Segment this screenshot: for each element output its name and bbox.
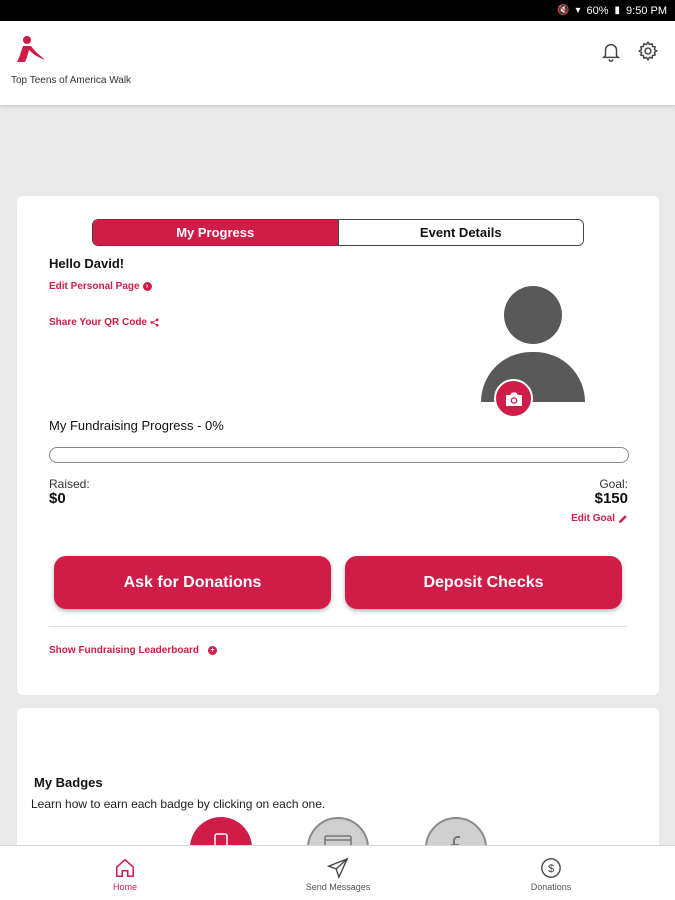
- nav-donations-label: Donations: [530, 882, 572, 892]
- goal-value: $150: [594, 490, 628, 507]
- nav-send-messages-label: Send Messages: [305, 882, 371, 892]
- nav-home[interactable]: [65, 846, 185, 900]
- gear-icon: [637, 40, 659, 62]
- nav-home-label: Home: [112, 882, 137, 892]
- edit-personal-page-link[interactable]: [49, 281, 152, 292]
- deposit-checks-button[interactable]: Deposit Checks: [345, 556, 622, 609]
- mute-icon: 🔇: [557, 5, 570, 16]
- show-leaderboard-label: Show Fundraising Leaderboard: [49, 645, 200, 656]
- battery-level: 60%: [586, 4, 609, 17]
- home-icon: [114, 857, 136, 879]
- edit-goal-link[interactable]: [571, 513, 628, 524]
- divider: [49, 626, 627, 627]
- ask-for-donations-button[interactable]: Ask for Donations: [54, 556, 331, 609]
- badges-title: My Badges: [34, 775, 103, 790]
- show-leaderboard-link[interactable]: [49, 645, 217, 656]
- raised-value: $0: [49, 490, 66, 507]
- notifications-button[interactable]: [598, 38, 624, 64]
- bottom-navigation: [0, 845, 675, 900]
- badges-subtitle: Learn how to earn each badge by clicking on each one.: [31, 797, 326, 811]
- share-qr-code-label: Share Your QR Code: [49, 317, 147, 328]
- app-name: Top Teens of America Walk: [11, 75, 132, 86]
- settings-button[interactable]: [635, 38, 661, 64]
- tab-my-progress[interactable]: My Progress: [93, 220, 338, 245]
- nav-donations[interactable]: [491, 846, 611, 900]
- fundraising-progress-bar: [49, 447, 629, 463]
- nav-send-messages[interactable]: [278, 846, 398, 900]
- battery-icon: ▮: [614, 5, 621, 16]
- share-icon: [150, 318, 159, 327]
- clock: 9:50 PM: [626, 4, 667, 17]
- tab-event-details[interactable]: Event Details: [338, 220, 584, 245]
- camera-icon: [504, 391, 524, 407]
- goal-label: Goal:: [599, 477, 628, 491]
- logo-icon: [15, 34, 47, 66]
- edit-goal-label: Edit Goal: [571, 513, 615, 524]
- send-icon: [327, 857, 349, 879]
- greeting: Hello David!: [49, 256, 125, 271]
- wifi-icon: ▾: [575, 5, 581, 16]
- app-header: [0, 21, 675, 105]
- fundraising-progress-title: My Fundraising Progress - 0%: [49, 418, 224, 433]
- status-bar: [0, 0, 675, 21]
- bell-icon: [600, 40, 622, 62]
- tab-switcher: [92, 219, 584, 246]
- pencil-icon: [618, 514, 628, 524]
- edit-personal-page-label: Edit Personal Page: [49, 281, 140, 292]
- share-qr-code-link[interactable]: [49, 317, 159, 328]
- arrow-right-icon: ›: [143, 282, 152, 291]
- progress-card: [17, 196, 659, 695]
- change-photo-button[interactable]: [494, 379, 533, 418]
- svg-text:$: $: [547, 863, 555, 876]
- dollar-icon: [540, 857, 562, 879]
- raised-label: Raised:: [49, 477, 90, 491]
- plus-circle-icon: +: [208, 646, 217, 655]
